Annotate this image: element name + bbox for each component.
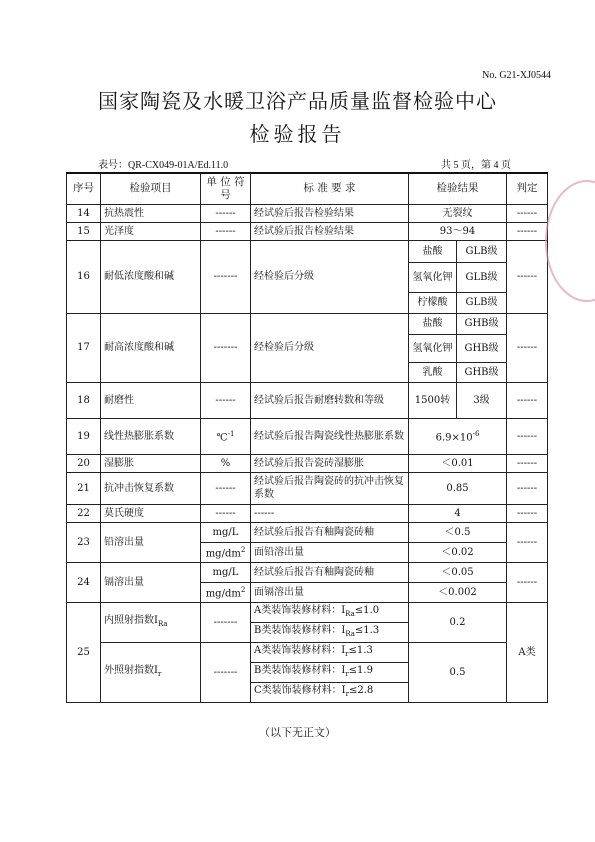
col-unit: 单 位 符 号 <box>201 173 251 204</box>
std-subscript: Ra <box>345 609 355 618</box>
sub-item-grade: GLB级 <box>457 240 507 262</box>
row-item <box>101 602 201 642</box>
row-standard: 经试验后报告检验结果 <box>251 222 409 240</box>
row-judge: ------ <box>507 240 548 313</box>
row-judge: ------ <box>507 522 548 562</box>
row-unit: ------- <box>201 313 251 382</box>
row-standard <box>251 662 409 682</box>
row-standard: 经试验后报告有釉陶瓷砖釉 <box>251 562 409 582</box>
std-limit: ≤2.8 <box>348 684 374 696</box>
unit-exponent: 2 <box>240 585 246 594</box>
row-item: 镉溶出量 <box>101 562 201 602</box>
unit-base: mg/dm <box>205 588 241 600</box>
row-unit <box>201 582 251 602</box>
sub-item-grade: GHB级 <box>457 334 507 362</box>
sub-item-grade: GHB级 <box>457 313 507 334</box>
document-title: 检验报告 <box>249 122 346 146</box>
row-judge: ------ <box>507 454 548 472</box>
std-text: C类装饰装修材料：I <box>254 684 346 696</box>
sub-item-name: 乳酸 <box>409 362 457 382</box>
row-result: 93～94 <box>409 222 507 240</box>
row-standard: 经试验后报告有釉陶瓷砖釉 <box>251 522 409 542</box>
std-subscript: r <box>345 689 349 698</box>
row-item: 抗冲击恢复系数 <box>101 472 201 504</box>
row-judge: ------ <box>507 382 548 418</box>
result-base: 6.9×10 <box>435 432 473 444</box>
col-result: 检验结果 <box>409 173 507 204</box>
sub-item-name: 氢氧化钾 <box>409 262 457 292</box>
row-seq: 18 <box>67 382 101 418</box>
table-row <box>67 204 548 222</box>
row-item: 莫氏硬度 <box>101 504 201 522</box>
table-row <box>67 382 548 418</box>
row-item: 铅溶出量 <box>101 522 201 562</box>
table-row <box>67 313 548 334</box>
table-row <box>67 642 548 662</box>
unit-base: mg/dm <box>205 548 241 560</box>
row-standard <box>251 622 409 642</box>
row-seq: 22 <box>67 504 101 522</box>
table-row <box>67 562 548 582</box>
row-unit <box>201 542 251 562</box>
sub-item-grade: GLB级 <box>457 262 507 292</box>
std-text: A类装饰装修材料：I <box>254 644 346 656</box>
row-seq: 19 <box>67 418 101 454</box>
table-row <box>67 222 548 240</box>
std-limit: ≤1.0 <box>354 604 380 616</box>
row-result: 4 <box>409 504 507 522</box>
row-unit: mg/L <box>201 522 251 542</box>
std-text: A类装饰装修材料：I <box>254 604 346 616</box>
row-standard: 经试验后报告检验结果 <box>251 204 409 222</box>
row-judge: ------ <box>507 562 548 602</box>
std-subscript: r <box>345 649 349 658</box>
row-seq: 17 <box>67 313 101 382</box>
official-seal <box>545 180 595 302</box>
sub-item-name: 盐酸 <box>409 313 457 334</box>
row-judge: A类 <box>507 602 548 702</box>
row-item: 抗热震性 <box>101 204 201 222</box>
table-row <box>67 522 548 542</box>
row-unit: ------- <box>201 642 251 702</box>
row-item: 光泽度 <box>101 222 201 240</box>
table-header-row <box>67 173 548 204</box>
row-result: ＜0.02 <box>409 542 507 562</box>
row-result-count: 1500转 <box>409 382 457 418</box>
row-item <box>101 642 201 702</box>
row-result: ＜0.5 <box>409 522 507 542</box>
row-seq: 21 <box>67 472 101 504</box>
row-unit: ------- <box>201 602 251 642</box>
row-result: 0.85 <box>409 472 507 504</box>
inspection-table <box>66 172 548 703</box>
row-unit: ------ <box>201 204 251 222</box>
col-seq: 序号 <box>67 173 101 204</box>
row-judge: ------ <box>507 204 548 222</box>
row-judge: ------ <box>507 222 548 240</box>
table-row <box>67 418 548 454</box>
sub-item-grade: GHB级 <box>457 362 507 382</box>
item-subscript: r <box>157 669 162 678</box>
row-result: ＜0.01 <box>409 454 507 472</box>
row-standard: ------ <box>251 504 409 522</box>
row-standard <box>251 642 409 662</box>
table-row <box>67 504 548 522</box>
table-row <box>67 240 548 262</box>
std-text: B类装饰装修材料：I <box>254 624 346 636</box>
col-standard: 标 准 要 求 <box>251 173 409 204</box>
std-text: B类装饰装修材料：I <box>254 664 346 676</box>
row-item: 湿膨胀 <box>101 454 201 472</box>
col-judge: 判定 <box>507 173 548 204</box>
row-standard: 经检验后分级 <box>251 240 409 313</box>
table-row <box>67 454 548 472</box>
std-limit: ≤1.3 <box>348 644 373 656</box>
page-info: 共 5 页，第 4 页 <box>441 160 511 171</box>
row-result <box>409 418 507 454</box>
table-row <box>67 472 548 504</box>
organization-title: 国家陶瓷及水暖卫浴产品质量监督检验中心 <box>98 89 497 113</box>
row-result-grade: 3级 <box>457 382 507 418</box>
item-subscript: Ra <box>157 619 168 628</box>
item-text: 内照射指数I <box>104 614 158 626</box>
row-result: 0.2 <box>409 602 507 642</box>
row-judge: ------ <box>507 504 548 522</box>
form-number: 表号：QR-CX049-01A/Ed.11.0 <box>98 160 229 171</box>
report-number: No. G21-XJ0544 <box>482 70 551 81</box>
row-unit: % <box>201 454 251 472</box>
row-judge: ------ <box>507 313 548 382</box>
std-limit: ≤1.9 <box>348 664 373 676</box>
row-seq: 24 <box>67 562 101 602</box>
row-standard: 经试验后报告瓷砖湿膨胀 <box>251 454 409 472</box>
row-item: 耐低浓度酸和碱 <box>101 240 201 313</box>
row-unit: mg/L <box>201 562 251 582</box>
row-standard: 面镉溶出量 <box>251 582 409 602</box>
row-unit: ------- <box>201 240 251 313</box>
end-of-text-note: （以下无正文） <box>259 726 336 739</box>
unit-base: ℃ <box>216 432 228 444</box>
row-standard <box>251 682 409 702</box>
row-seq: 16 <box>67 240 101 313</box>
row-result: ＜0.002 <box>409 582 507 602</box>
unit-exponent: 2 <box>240 545 246 554</box>
row-standard: 面铅溶出量 <box>251 542 409 562</box>
row-seq: 25 <box>67 602 101 702</box>
row-standard: 经检验后分级 <box>251 313 409 382</box>
row-unit: ------ <box>201 222 251 240</box>
col-item: 检验项目 <box>101 173 201 204</box>
row-standard: 经试验后报告耐磨转数和等级 <box>251 382 409 418</box>
row-unit: ------ <box>201 472 251 504</box>
row-unit <box>201 418 251 454</box>
sub-item-name: 盐酸 <box>409 240 457 262</box>
sub-item-grade: GLB级 <box>457 292 507 313</box>
row-result: 0.5 <box>409 642 507 702</box>
row-standard: 经试验后报告陶瓷砖的抗冲击恢复系数 <box>251 472 409 504</box>
item-text: 外照射指数I <box>104 664 158 676</box>
row-unit: ------ <box>201 504 251 522</box>
std-subscript: r <box>345 669 349 678</box>
row-standard: 经试验后报告陶瓷线性热膨胀系数 <box>251 418 409 454</box>
row-judge: ------ <box>507 418 548 454</box>
row-item: 耐高浓度酸和碱 <box>101 313 201 382</box>
row-standard <box>251 602 409 622</box>
std-subscript: Ra <box>345 629 355 638</box>
row-seq: 15 <box>67 222 101 240</box>
std-limit: ≤1.3 <box>354 624 380 636</box>
row-result: 无裂纹 <box>409 204 507 222</box>
row-unit: ------ <box>201 382 251 418</box>
unit-exponent: -1 <box>227 429 235 438</box>
sub-item-name: 柠檬酸 <box>409 292 457 313</box>
row-seq: 14 <box>67 204 101 222</box>
row-judge: ------ <box>507 472 548 504</box>
row-seq: 23 <box>67 522 101 562</box>
result-exponent: -6 <box>472 429 480 438</box>
row-result: ＜0.05 <box>409 562 507 582</box>
table-row <box>67 602 548 622</box>
sub-item-name: 氢氧化钾 <box>409 334 457 362</box>
row-item: 线性热膨胀系数 <box>101 418 201 454</box>
row-seq: 20 <box>67 454 101 472</box>
row-item: 耐磨性 <box>101 382 201 418</box>
